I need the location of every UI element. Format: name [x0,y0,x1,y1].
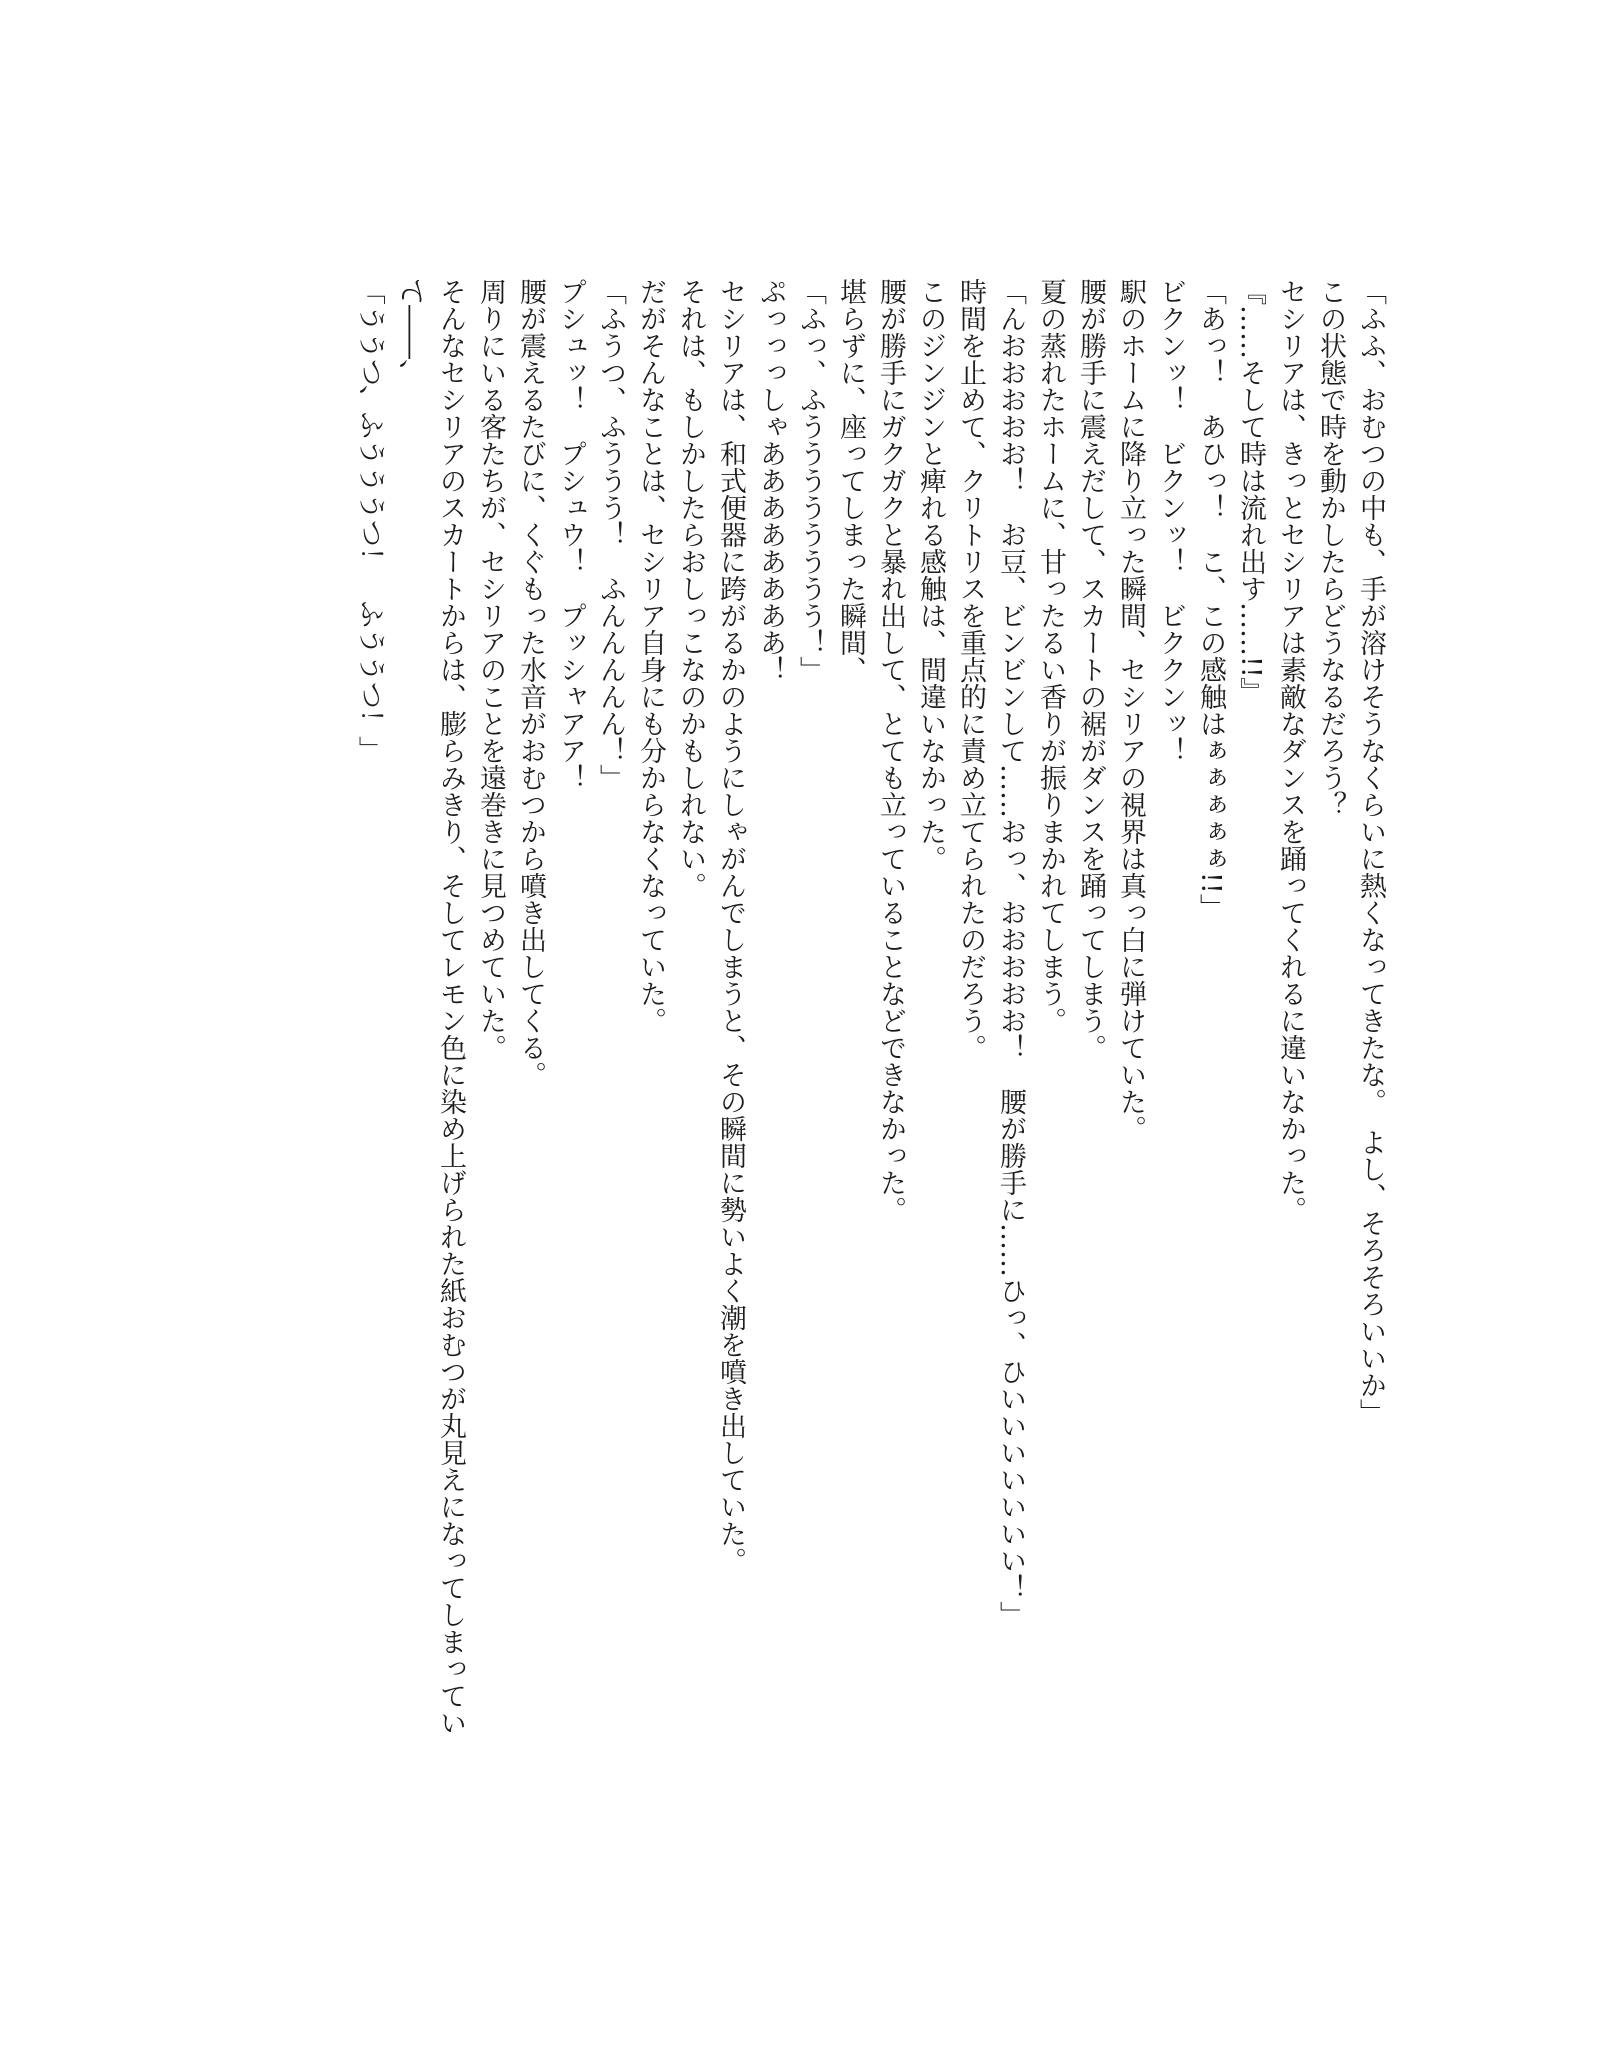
text-column-21: プシュッ！ プシュウ！ プッシャアア！ [555,278,586,791]
text-column-12: このジンジンと痺れる感触は、間違いなかった。 [915,278,946,872]
text-column-18: それは、もしかしたらおしっこなのかもしれない。 [675,278,706,899]
text-column-20: 「ふうつ、ふううう！ ふんんんんん！」 [595,278,626,791]
text-column-22: 腰が震えるたびに、くぐもった水音がおむつから噴き出してくる。 [515,278,546,1088]
text-column-13: 腰が勝手にガクガクと暴れ出して、とても立っていることなどできなかった。 [875,278,906,1223]
text-column-5: 「あっ！ あひっ！ こ、この感触はぁぁぁぁぁ!!」 [1195,278,1226,921]
text-column-14: 堪らずに、座ってしまった瞬間、 [835,278,866,683]
text-column-24: そんなセシリアのスカートからは、膨らみきり、そしてレモン色に染め上げられた紙おむつが丸見えになってしまってい [435,278,466,1736]
vertical-text-block [350,278,1390,1838]
text-column-8: 腰が勝手に震えだして、スカートの裾がダンスを踊ってしまう。 [1075,278,1106,1061]
text-column-1: 「ふふ、おむつの中も、手が溶けそうなくらいに熱くなってきたな。 よし、そろそろいいか」 [1355,278,1386,1426]
text-column-3: セシリアは、きっとセシリアは素敵なダンスを踊ってくれるに違いなかった。 [1275,278,1306,1223]
text-column-17: セシリアは、和式便器に跨がるかのようにしゃがんでしまうと、その瞬間に勢いよく潮を噴き出していた。 [715,278,746,1574]
text-column-19: だがそんなことは、セシリア自身にも分からなくなっていた。 [635,278,666,1034]
text-column-11: 時間を止めて、クリトリスを重点的に責め立てられたのだろう。 [955,278,986,1061]
text-column-26: 「ううつ、ふうううつ！ ふううつ！」 [355,278,386,763]
text-column-23: 周りにいる客たちが、セシリアのことを遠巻きに見つめていた。 [475,278,506,1061]
text-column-9: 夏の蒸れたホームに、甘ったるい香りが振りまかれてしまう。 [1035,278,1066,1034]
text-column-2: この状態で時を動かしたらどうなるだろう？ [1315,278,1346,818]
text-column-15: 「ふっ、ふうううううううう！」 [795,278,826,683]
text-column-16: ぷっっっしゃああああああああ！ [755,278,786,683]
text-column-25: て――、 [395,278,426,386]
text-column-10: 「んおおおおお！ お豆、ビンビンして……おっ、おおおおお！ 腰が勝手に……ひっ、ひいいいいいいい！」 [995,278,1026,1628]
text-column-7: 駅のホームに降り立った瞬間、セシリアの視界は真っ白に弾けていた。 [1115,278,1146,1142]
text-column-6: ビクンッ！ ビクンッ！ ビククンッ！ [1155,278,1186,764]
text-column-4: 『……そして時は流れ出す……!!』 [1235,278,1266,705]
